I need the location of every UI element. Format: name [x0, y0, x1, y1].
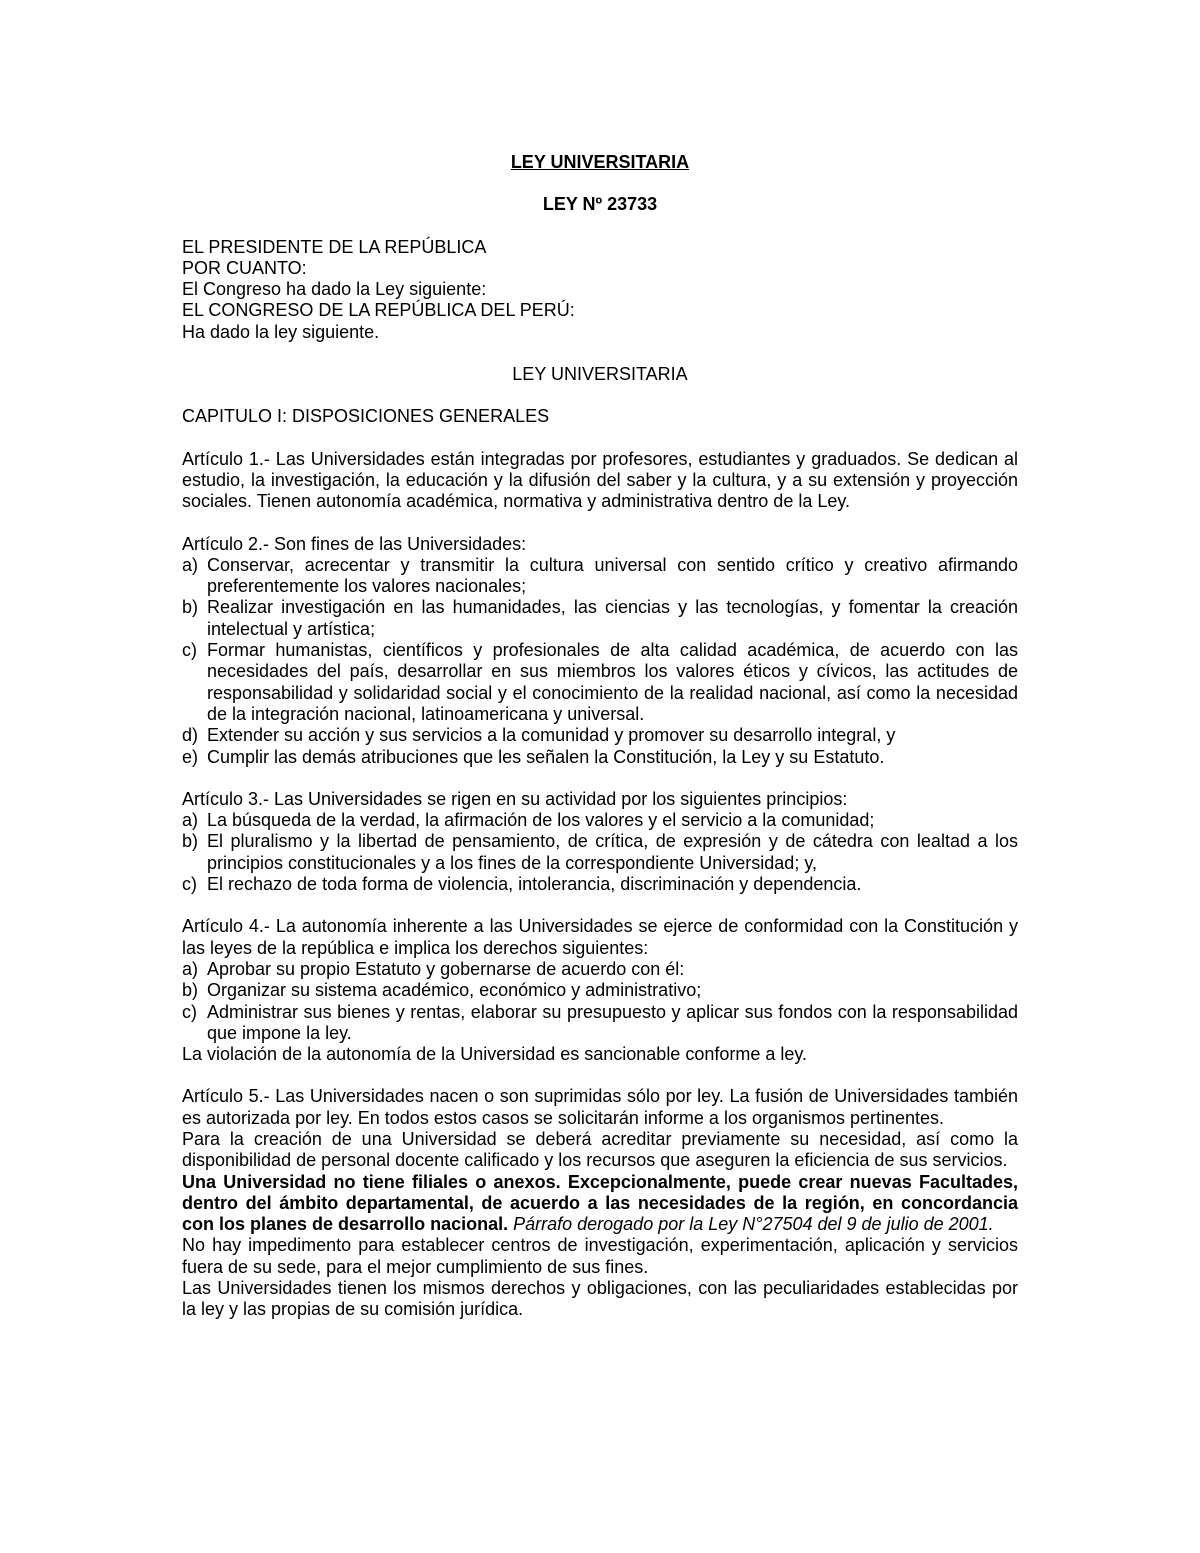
article-3-intro: Artículo 3.- Las Universidades se rigen en su actividad por los siguientes principios: — [182, 788, 848, 809]
article-5-paragraph: Artículo 5.- Las Universidades nacen o son suprimidas sólo por ley. La fusión de Universidades también es autorizada por ley. En todos estos casos se solicitarán informe a los organismos pertinentes. — [182, 1086, 1018, 1128]
list-item: c) Administrar sus bienes y rentas, elaborar su presupuesto y aplicar sus fondos con la responsabilidad que impone la ley. — [182, 1001, 1018, 1043]
preamble-line: EL CONGRESO DE LA REPÚBLICA DEL PERÚ: — [182, 300, 575, 321]
preamble-line: El Congreso ha dado la Ley siguiente: — [182, 279, 487, 300]
article-1: Artículo 1.- Las Universidades están integradas por profesores, estudiantes y graduados. Se dedican al estudio, la investigación, la educación y la difusión del saber y la cultura, y a su extensión y proyección sociales. Tienen autonomía académica, normativa y administrativa dentro de la Ley. — [182, 448, 1018, 512]
preamble-line: Ha dado la ley siguiente. — [182, 321, 380, 342]
list-item: a) Conservar, acrecentar y transmitir la cultura universal con sentido crítico y creativo afirmando preferentemente los valores nacionales; — [182, 554, 1018, 597]
article-4 — [182, 916, 1018, 1065]
chapter-heading: CAPITULO I: DISPOSICIONES GENERALES — [182, 406, 550, 427]
article-4-closing: La violación de la autonomía de la Universidad es sancionable conforme a ley. — [182, 1044, 808, 1065]
list-item: b) El pluralismo y la libertad de pensamiento, de crítica, de expresión y de cátedra con lealtad a los principios constitucionales y a los fines de la correspondiente Universidad; y, — [182, 831, 1018, 873]
article-3-list — [182, 810, 1018, 895]
article-4-list — [182, 959, 1018, 1044]
list-item: a) Aprobar su propio Estatuto y gobernarse de acuerdo con él: — [182, 958, 685, 979]
article-5-paragraph: Las Universidades tienen los mismos derechos y obligaciones, con las peculiaridades establecidas por la ley y las propias de su comisión jurídica. — [182, 1278, 1018, 1320]
list-item: b) Realizar investigación en las humanidades, las ciencias y las tecnologías, y fomentar la creación intelectual y artística; — [182, 597, 1018, 639]
article-2-intro: Artículo 2.- Son fines de las Universidades: — [182, 533, 527, 554]
repealed-text: Una Universidad no tiene filiales o anexos. Excepcionalmente, puede crear nuevas Facultades, dentro del ámbito departamental, de acuerdo a las necesidades de la región, en concordancia con los planes de desarrollo nacional. — [182, 1171, 1018, 1235]
preamble-line: POR CUANTO: — [182, 257, 307, 278]
list-item: d) Extender su acción y sus servicios a la comunidad y promover su desarrollo integral, y — [182, 725, 896, 746]
article-5-paragraph: No hay impedimento para establecer centros de investigación, experimentación, aplicación y servicios fuera de su sede, para el mejor cumplimiento de sus fines. — [182, 1235, 1018, 1277]
list-item: c) El rechazo de toda forma de violencia, intolerancia, discriminación y dependencia. — [182, 874, 862, 895]
law-heading: LEY UNIVERSITARIA — [512, 364, 688, 385]
article-2-list — [182, 555, 1018, 768]
article-5 — [182, 1086, 1018, 1320]
list-item: c) Formar humanistas, científicos y profesionales de alta calidad académica, de acuerdo con las necesidades del país, desarrollar en sus miembros los valores éticos y cívicos, las actitudes de responsabilidad y solidaridad social y el conocimiento de la realidad nacional, así como la necesidad de la integración nacional, latinoamericana y universal. — [182, 640, 1018, 724]
list-item: e) Cumplir las demás atribuciones que les señalen la Constitución, la Ley y su Estatuto. — [182, 746, 885, 767]
list-item: a) La búsqueda de la verdad, la afirmación de los valores y el servicio a la comunidad; — [182, 810, 875, 831]
document-title: LEY UNIVERSITARIA — [510, 152, 690, 172]
article-4-intro: Artículo 4.- La autonomía inherente a las Universidades se ejerce de conformidad con la Constitución y las leyes de la república e implica los derechos siguientes: — [182, 916, 1018, 958]
list-item: b) Organizar su sistema académico, económico y administrativo; — [182, 980, 702, 1001]
article-5-amended-paragraph — [182, 1172, 1018, 1236]
law-number: LEY Nº 23733 — [542, 194, 658, 215]
repeal-note: Párrafo derogado por la Ley N°27504 del 9 de julio de 2001. — [513, 1214, 994, 1235]
preamble-line: EL PRESIDENTE DE LA REPÚBLICA — [182, 236, 487, 257]
preamble — [182, 237, 1018, 343]
article-2 — [182, 534, 1018, 768]
article-3 — [182, 789, 1018, 895]
article-5-paragraph: Para la creación de una Universidad se deberá acreditar previamente su necesidad, así como la disponibilidad de personal docente calificado y los recursos que aseguren la eficiencia de sus servicios. — [182, 1128, 1018, 1171]
